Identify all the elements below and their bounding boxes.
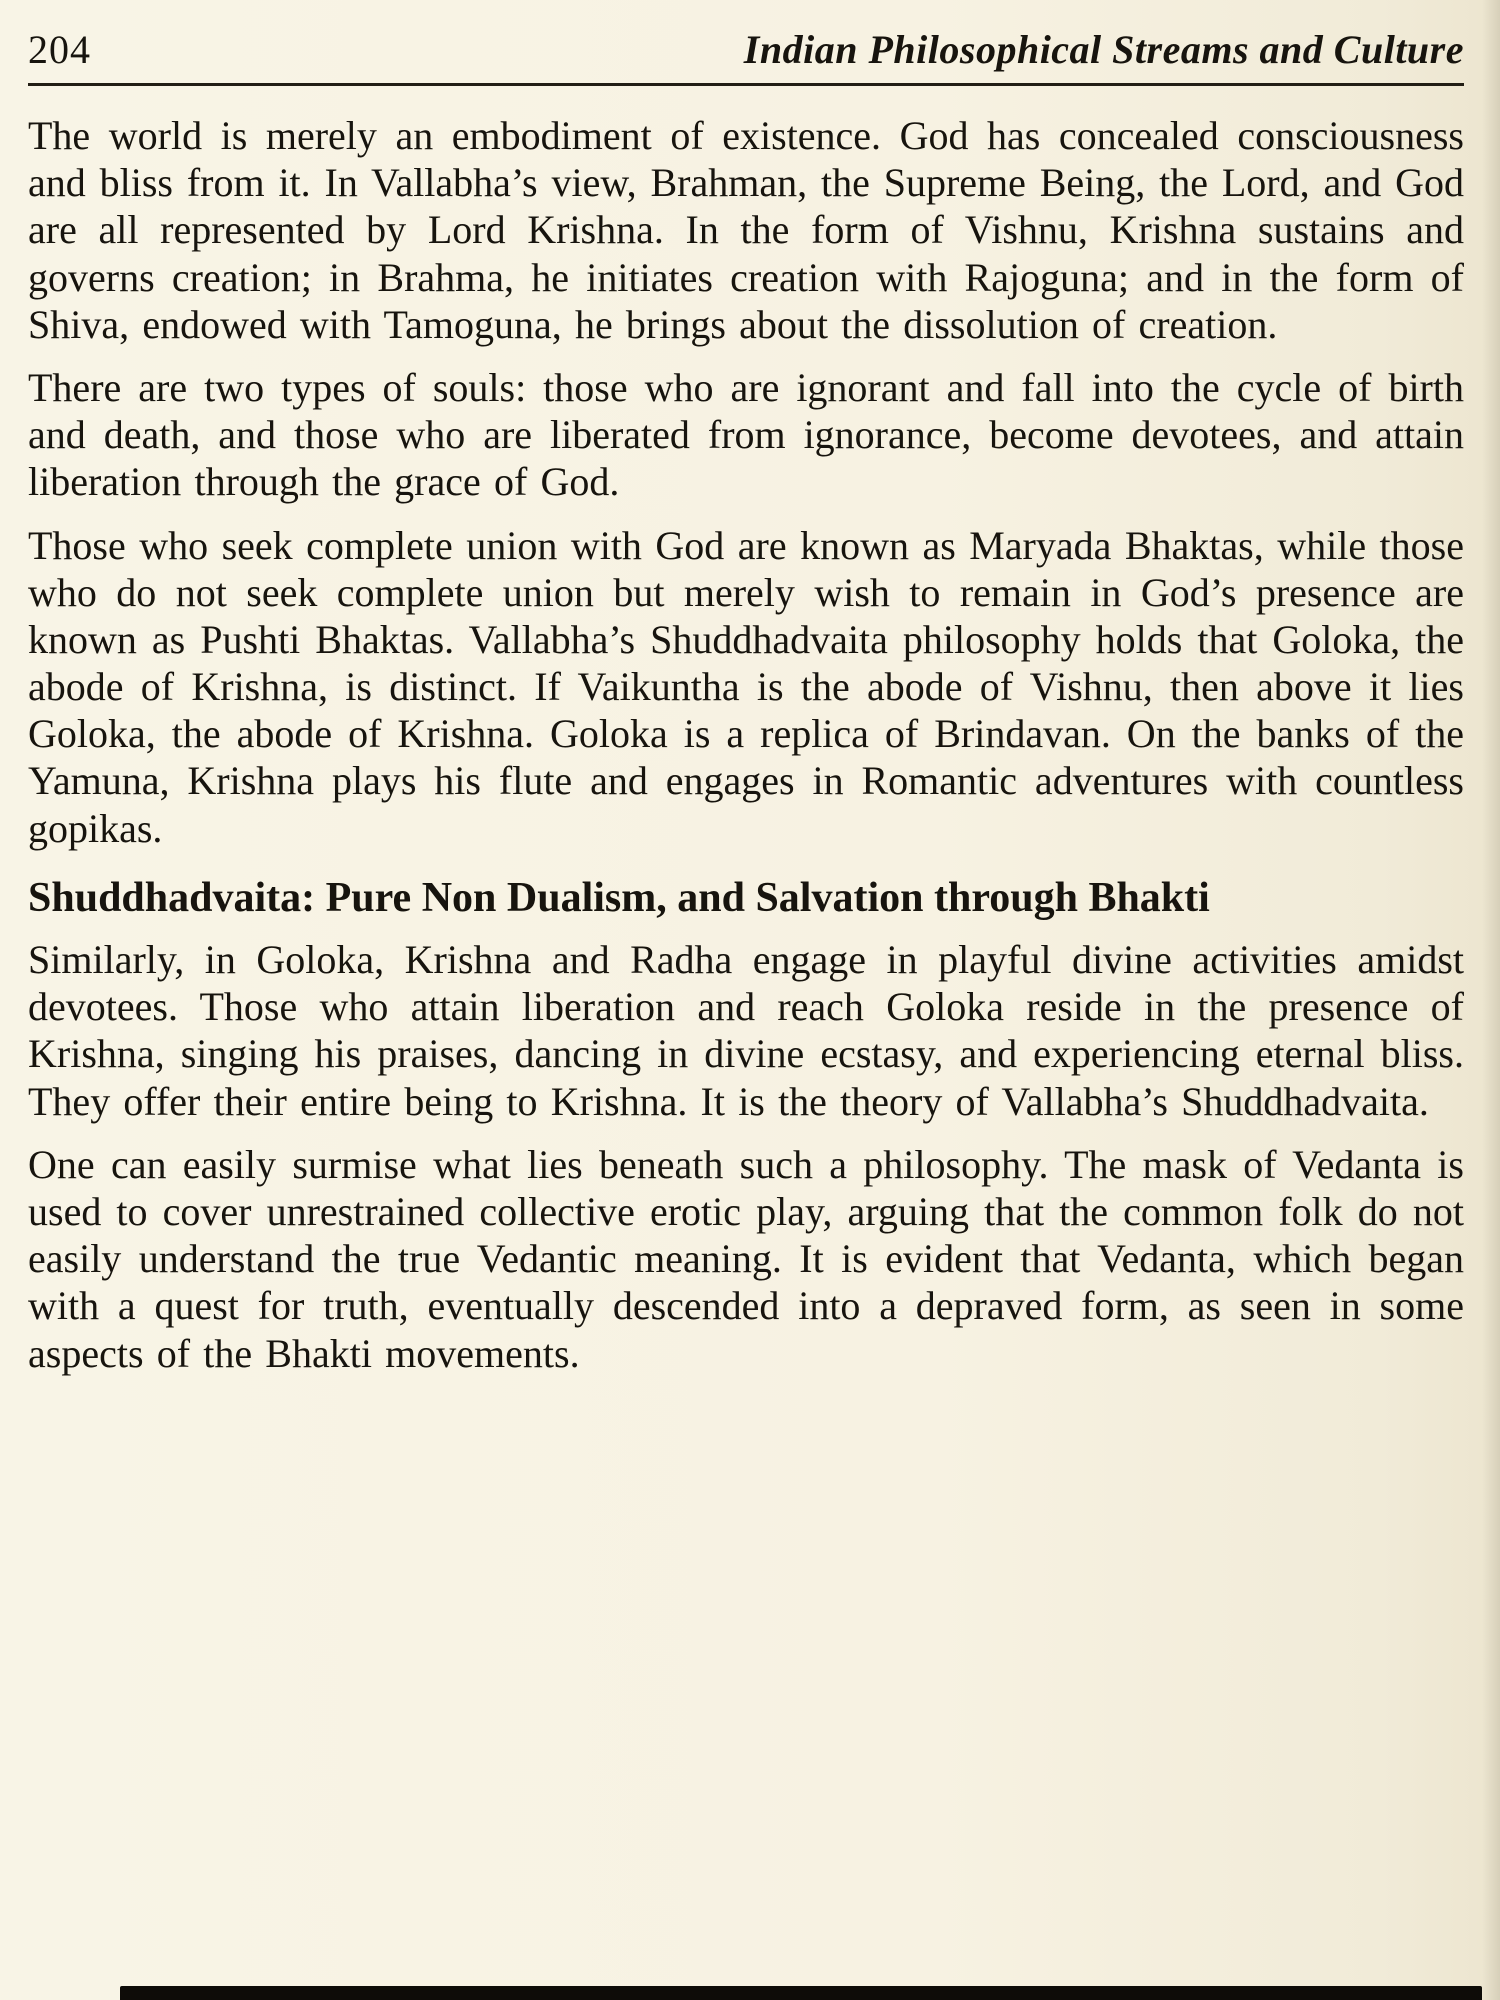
paragraph-two-types-of-souls: There are two types of souls: those who are ignorant and fall into the cycle of birth and death, and those who are liberated from ignorance, become devotees, and attain liberation through the grace of God. bbox=[28, 364, 1464, 505]
paragraph-world-embodiment: The world is merely an embodiment of existence. God has concealed consciousness and bliss from it. In Vallabha’s view, Brahman, the Supreme Being, the Lord, and God are all represented by Lord Krishna. In the form of Vishnu, Krishna sustains and governs creation; in Brahma, he initiates creation with Rajoguna; and in the form of Shiva, endowed with Tamoguna, he brings about the dissolution of creation. bbox=[28, 113, 1464, 347]
paragraph-maryada-pushti-bhaktas: Those who seek complete union with God are known as Maryada Bhaktas, while those who do not seek complete union but merely wish to remain in God’s presence are known as Pushti Bhaktas. Vallabha’s Shuddhadvaita philosophy holds that Goloka, the abode of Krishna, is distinct. If Vaikuntha is the abode of Vishnu, then above it lies Goloka, the abode of Krishna. Goloka is a replica of Brindavan. On the banks of the Yamuna, Krishna plays his flute and engages in Romantic adventures with countless gopikas. bbox=[28, 522, 1464, 851]
page-header bbox=[28, 26, 1464, 73]
header-rule bbox=[28, 83, 1464, 86]
page-body bbox=[28, 112, 1464, 1377]
page-number: 204 bbox=[28, 27, 91, 72]
section-heading-shuddhadvaita: Shuddhadvaita: Pure Non Dualism, and Salvation through Bhakti bbox=[28, 874, 1210, 921]
paragraph-goloka-krishna-radha: Similarly, in Goloka, Krishna and Radha engage in playful divine activities amidst devotees. Those who attain liberation and reach Goloka reside in the presence of Krishna, singing his praises, dancing in divine ecstasy, and experiencing eternal bliss. They offer their entire being to Krishna. It is the theory of Vallabha’s Shuddhadvaita. bbox=[28, 937, 1464, 1124]
running-title: Indian Philosophical Streams and Culture bbox=[743, 27, 1464, 72]
scan-edge-shadow bbox=[1482, 0, 1500, 2000]
scan-artifact-bar bbox=[120, 1986, 1482, 2000]
paragraph-mask-of-vedanta: One can easily surmise what lies beneath such a philosophy. The mask of Vedanta is used to cover unrestrained collective erotic play, arguing that the common folk do not easily understand the true Vedantic meaning. It is evident that Vedanta, which began with a quest for truth, eventually descended into a depraved form, as seen in some aspects of the Bhakti movements. bbox=[28, 1141, 1464, 1376]
